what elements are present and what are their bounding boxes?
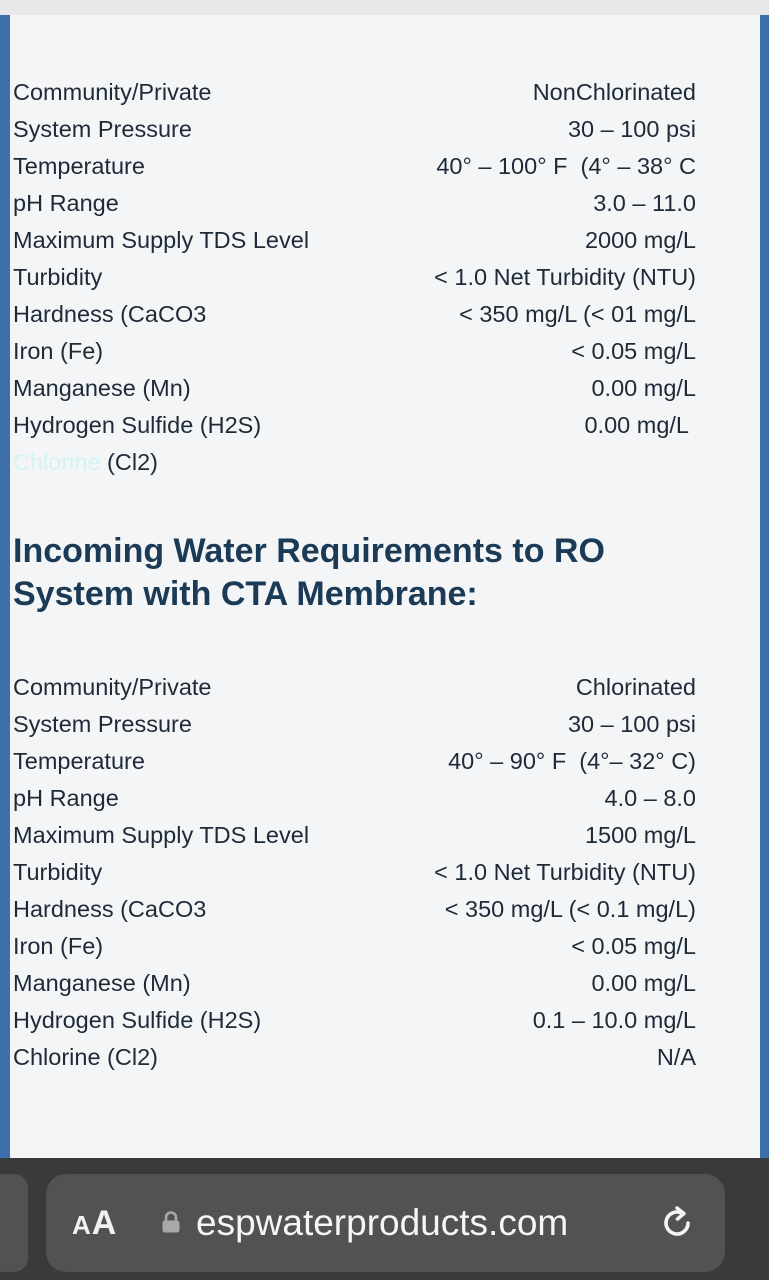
spec-value: N/A bbox=[656, 1044, 696, 1070]
previous-tab-stub[interactable] bbox=[0, 1174, 28, 1272]
spec-label: Hydrogen Sulfide (H2S) bbox=[13, 412, 262, 438]
spec-label: Hardness (CaCO3 bbox=[13, 301, 207, 327]
spec-label: Iron (Fe) bbox=[13, 933, 104, 959]
right-accent-bar bbox=[760, 15, 769, 1158]
spec-value: Chlorinated bbox=[575, 674, 696, 700]
spec-value: 0.00 mg/L bbox=[584, 412, 689, 438]
spec-label: Manganese (Mn) bbox=[13, 970, 191, 996]
aa-small-label: A bbox=[72, 1210, 92, 1240]
spec-value: 3.0 – 11.0 bbox=[593, 190, 696, 216]
spec-value: 40° – 90° F (4°– 32° C) bbox=[448, 748, 696, 774]
reload-icon[interactable] bbox=[658, 1204, 696, 1242]
reader-options-button[interactable] bbox=[72, 1174, 117, 1272]
spec-row bbox=[13, 780, 696, 817]
spec-label-rest: (Cl2) bbox=[100, 449, 158, 475]
spec-label: Community/Private bbox=[13, 79, 212, 105]
web-content[interactable] bbox=[0, 15, 769, 1158]
spec-row bbox=[13, 1002, 696, 1039]
spec-row bbox=[13, 743, 696, 780]
spec-row bbox=[13, 185, 696, 222]
spec-row bbox=[13, 333, 696, 370]
spec-row bbox=[13, 669, 696, 706]
spec-value: NonChlorinated bbox=[532, 79, 696, 105]
section-heading: Incoming Water Requirements to RO System with CTA Membrane: bbox=[13, 532, 605, 613]
left-accent-bar bbox=[0, 15, 10, 1158]
spec-value: 0.1 – 10.0 mg/L bbox=[532, 1007, 696, 1033]
spec-value: 0.00 mg/L bbox=[591, 375, 696, 401]
spec-row bbox=[13, 854, 696, 891]
spec-value: < 350 mg/L (< 01 mg/L bbox=[459, 301, 696, 327]
spec-row bbox=[13, 259, 696, 296]
spec-value: 30 – 100 psi bbox=[567, 116, 696, 142]
spec-label: System Pressure bbox=[13, 711, 192, 737]
spec-value: 0.00 mg/L bbox=[591, 970, 696, 996]
spec-row bbox=[13, 111, 696, 148]
spec-label: pH Range bbox=[13, 785, 119, 811]
spec-value: 2000 mg/L bbox=[584, 227, 696, 253]
spec-value: 1500 mg/L bbox=[584, 822, 696, 848]
spec-label: Chlorine (Cl2) bbox=[13, 1044, 158, 1070]
spec-list-cta bbox=[13, 669, 696, 1076]
spec-row bbox=[13, 444, 696, 481]
spec-row bbox=[13, 965, 696, 1002]
spec-label: Hardness (CaCO3 bbox=[13, 896, 207, 922]
spec-row bbox=[13, 407, 696, 444]
top-strip bbox=[0, 0, 769, 15]
browser-toolbar bbox=[0, 1158, 769, 1280]
spec-row bbox=[13, 817, 696, 854]
spec-label: Temperature bbox=[13, 153, 145, 179]
spec-value: 30 – 100 psi bbox=[567, 711, 696, 737]
spec-value: < 1.0 Net Turbidity (NTU) bbox=[434, 859, 696, 885]
spec-value: 40° – 100° F (4° – 38° C bbox=[436, 153, 696, 179]
spec-row bbox=[13, 222, 696, 259]
spec-label: System Pressure bbox=[13, 116, 192, 142]
spec-value: 4.0 – 8.0 bbox=[604, 785, 696, 811]
spec-row bbox=[13, 1039, 696, 1076]
aa-big-label: A bbox=[91, 1204, 118, 1242]
spec-label: Hydrogen Sulfide (H2S) bbox=[13, 1007, 262, 1033]
spec-row bbox=[13, 296, 696, 333]
spec-label: Manganese (Mn) bbox=[13, 375, 191, 401]
spec-row bbox=[13, 74, 696, 111]
spec-label: Iron (Fe) bbox=[13, 338, 104, 364]
spec-value: < 0.05 mg/L bbox=[571, 338, 696, 364]
spec-row bbox=[13, 370, 696, 407]
spec-label: Maximum Supply TDS Level bbox=[13, 227, 310, 253]
spec-label: Turbidity bbox=[13, 859, 103, 885]
address-bar[interactable] bbox=[46, 1174, 725, 1272]
spec-label: Community/Private bbox=[13, 674, 212, 700]
spec-label: Maximum Supply TDS Level bbox=[13, 822, 310, 848]
spec-row bbox=[13, 928, 696, 965]
url-text[interactable]: espwaterproducts.com bbox=[196, 1202, 569, 1243]
spec-list-noncta bbox=[13, 74, 696, 481]
spec-label bbox=[13, 444, 158, 481]
spec-label-faded: Chlorine bbox=[13, 449, 101, 475]
spec-label: pH Range bbox=[13, 190, 119, 216]
spec-label: Turbidity bbox=[13, 264, 103, 290]
spec-value: < 0.05 mg/L bbox=[571, 933, 696, 959]
spec-row bbox=[13, 148, 696, 185]
lock-icon bbox=[161, 1211, 181, 1233]
spec-value: < 1.0 Net Turbidity (NTU) bbox=[434, 264, 696, 290]
spec-label: Temperature bbox=[13, 748, 145, 774]
spec-value: < 350 mg/L (< 0.1 mg/L) bbox=[444, 896, 696, 922]
spec-row bbox=[13, 706, 696, 743]
spec-row bbox=[13, 891, 696, 928]
